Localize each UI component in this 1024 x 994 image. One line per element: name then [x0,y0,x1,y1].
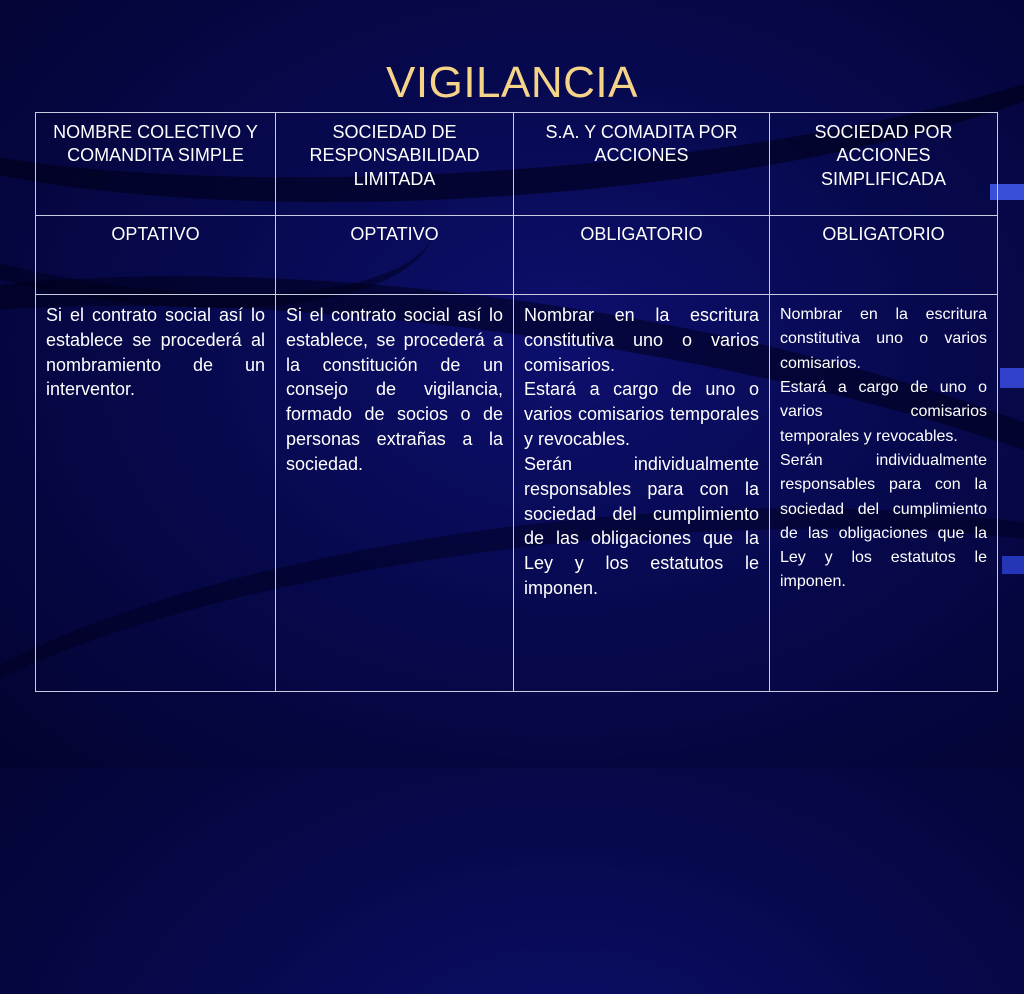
description-paragraph: Serán individualmente responsables para con la sociedad del cumplimiento de las obligaciones que la Ley y los estatutos le imponen. [524,453,759,599]
decorative-edge-bar [1002,556,1024,574]
requirement-cell: OPTATIVO [36,216,276,295]
vigilance-table [35,112,998,692]
requirement-row [36,216,998,295]
slide-title: VIGILANCIA [386,58,638,107]
decorative-edge-bar [1000,368,1024,388]
header-cell: NOMBRE COLECTIVO Y COMANDITA SIMPLE [36,113,276,216]
description-cell [514,295,770,692]
header-cell: SOCIEDAD DE RESPONSABILIDAD LIMITADA [276,113,514,216]
description-cell [276,295,514,692]
requirement-cell: OBLIGATORIO [514,216,770,295]
description-paragraph: Si el contrato social así lo establece, se procederá a la constitución de un consejo de vigilancia, formado de socios o de personas extrañas a la sociedad. [286,305,503,474]
requirement-cell: OPTATIVO [276,216,514,295]
header-cell: S.A. Y COMADITA POR ACCIONES [514,113,770,216]
description-cell [770,295,998,692]
description-row [36,295,998,692]
description-paragraph: Estará a cargo de uno o varios comisarios temporales y revocables. [780,378,987,445]
header-row [36,113,998,216]
header-cell: SOCIEDAD POR ACCIONES SIMPLIFICADA [770,113,998,216]
description-paragraph: Si el contrato social así lo establece se procederá al nombramiento de un interventor. [46,305,265,400]
description-paragraph: Nombrar en la escritura constitutiva uno o varios comisarios. [780,306,987,372]
description-paragraph: Nombrar en la escritura constitutiva uno o varios comisarios. [524,305,759,375]
requirement-cell: OBLIGATORIO [770,216,998,295]
description-paragraph: Estará a cargo de uno o varios comisarios temporales y revocables. [524,379,759,450]
description-cell [36,295,276,692]
description-paragraph: Serán individualmente responsables para con la sociedad del cumplimiento de las obligaciones que la Ley y los estatutos le imponen. [780,451,987,591]
